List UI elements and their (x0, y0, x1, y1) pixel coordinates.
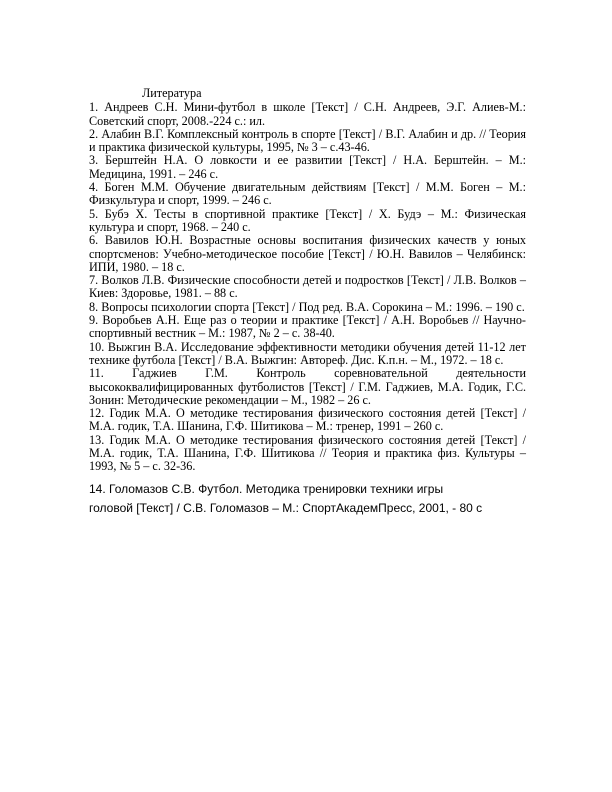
page-content (89, 87, 526, 518)
reference-list (89, 101, 526, 473)
reference-item: 10. Выжгин В.А. Исследование эффективности методики обучения детей 11-12 лет технике футбола [Текст] / В.А. Выжгин: Автореф. Дис. К.п.н. – М., 1972. – 18 с. (89, 339, 526, 367)
reference-item: 5. Бубэ Х. Тесты в спортивной практике [Текст] / Х. Будэ – М.: Физическая культура и спорт, 1968. – 240 с. (89, 206, 526, 234)
reference-item: 2. Алабин В.Г. Комплексный контроль в спорте [Текст] / В.Г. Алабин и др. // Теория и практика физической культуры, 1995, № 3 – с.43-46. (89, 126, 526, 155)
reference-item: 1. Андреев С.Н. Мини-футбол в школе [Текст] / С.Н. Андреев, Э.Г. Алиев-М.: Советский спорт, 2008.-224 с.: ил. (89, 100, 526, 128)
page-title: Литература (142, 86, 202, 100)
reference-item: 9. Воробьев А.Н. Еще раз о теории и практике [Текст] / А.Н. Воробьев // Научно-спортивный вестник – М.: 1987, № 2 – с. 38-40. (89, 313, 526, 341)
reference-item: 13. Годик М.А. О методике тестирования физического состояния детей [Текст] / М.А. годик, Т.А. Шанина, Г.Ф. Шитикова // Теория и практика физ. Культуры – 1993, № 5 – с. 32-36. (89, 432, 526, 474)
reference-item: 11. Гаджиев Г.М. Контроль соревновательной деятельности высококвалифицированных футболистов [Текст] / Г.М. Гаджиев, М.А. Годик, Г.С. Зонин: Методические рекомендации – М., 1982 – 26 с. (89, 366, 526, 407)
reference-item: 7. Волков Л.В. Физические способности детей и подростков [Текст] / Л.В. Волков – Киев: Здоровье, 1981. – 88 с. (89, 273, 526, 301)
reference-item: 3. Берштейн Н.А. О ловкости и ее развитии [Текст] / Н.А. Берштейн. – М.: Медицина, 1991. – 246 с. (89, 153, 526, 181)
reference-item: 4. Боген М.М. Обучение двигательным действиям [Текст] / М.М. Боген – М.: Физкультура и спорт, 1999. – 246 с. (89, 180, 526, 208)
reference-line: 14. Голомазов С.В. Футбол. Методика тренировки техники игры (89, 481, 444, 496)
reference-item: 8. Вопросы психологии спорта [Текст] / Под ред. В.А. Сорокина – М.: 1996. – 190 с. (89, 299, 525, 314)
reference-line: головой [Текст] / С.В. Голомазов – М.: СпортАкадемПресс, 2001, - 80 с (89, 500, 483, 515)
reference-item: 6. Вавилов Ю.Н. Возрастные основы воспитания физических качеств у юных спортсменов: Учебно-методическое пособие [Текст] / Ю.Н. Вавилов – Челябинск: ИПИ, 1980. – 18 с. (89, 233, 526, 274)
reference-item: 12. Годик М.А. О методике тестирования физического состояния детей [Текст] / М.А. годик, Т.А. Шанина, Г.Ф. Шитикова – М.: тренер, 1991 – 260 с. (89, 406, 526, 434)
reference-item-last (89, 480, 526, 518)
